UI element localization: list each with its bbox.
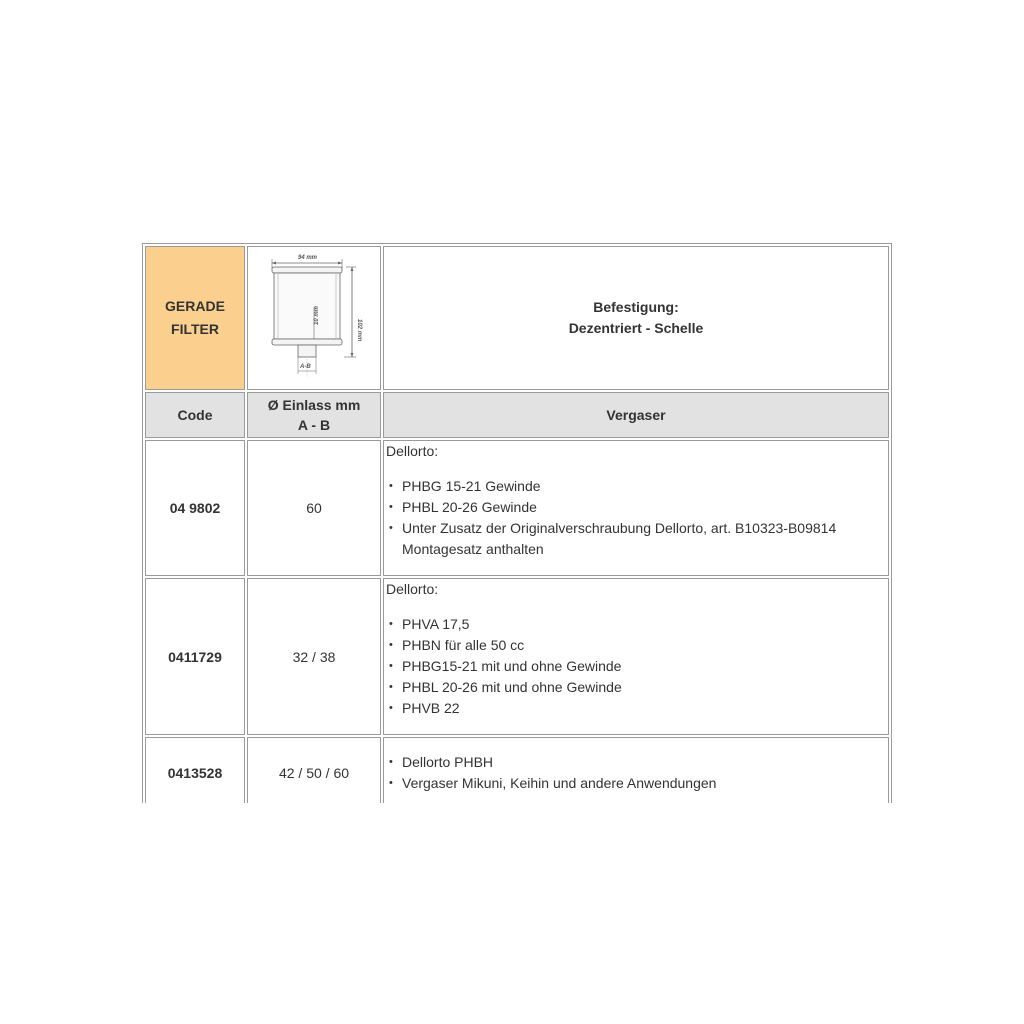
list-item: • PHBL 20-26 mit und ohne Gewinde bbox=[402, 677, 888, 698]
list-item: • PHBN für alle 50 cc bbox=[402, 635, 888, 656]
list-item: • PHBG 15-21 Gewinde bbox=[402, 476, 888, 497]
filter-diagram bbox=[248, 247, 382, 386]
row-inlet: 32 / 38 bbox=[247, 578, 381, 735]
list-item: • Vergaser Mikuni, Keihin und andere Anwendungen bbox=[402, 773, 888, 794]
header-inlet-line1: Ø Einlass mm bbox=[267, 397, 361, 413]
row-maker: Dellorto: bbox=[386, 443, 439, 459]
carburetor-list bbox=[386, 614, 888, 719]
list-item: • PHVA 17,5 bbox=[402, 614, 888, 635]
filter-diagram-cell bbox=[247, 246, 381, 390]
list-item: • Unter Zusatz der Originalverschraubung Dellorto, art. B10323-B09814 Montagesatz anthalten bbox=[402, 518, 888, 560]
filter-type-line2: FILTER bbox=[171, 321, 219, 337]
table-row bbox=[145, 737, 889, 803]
row-inlet: 60 bbox=[247, 440, 381, 576]
filter-type-cell bbox=[145, 246, 245, 390]
row-code: 0413528 bbox=[145, 737, 245, 803]
carburetor-list bbox=[386, 476, 888, 560]
mounting-label: Befestigung: bbox=[593, 299, 679, 315]
row-code: 04 9802 bbox=[145, 440, 245, 576]
diagram-inner-label: 10 mm bbox=[314, 305, 320, 325]
list-item: • PHVB 22 bbox=[402, 698, 888, 719]
list-item: • PHBG15-21 mit und ohne Gewinde bbox=[402, 656, 888, 677]
list-item: • Dellorto PHBH bbox=[402, 752, 888, 773]
row-carburetors bbox=[383, 440, 889, 576]
header-inlet bbox=[247, 392, 381, 438]
row-code: 0411729 bbox=[145, 578, 245, 735]
header-row bbox=[145, 392, 889, 438]
mounting-value: Dezentriert - Schelle bbox=[568, 320, 704, 336]
filter-spec-table bbox=[142, 243, 892, 803]
mounting-cell bbox=[383, 246, 889, 390]
header-code: Code bbox=[145, 392, 245, 438]
diagram-inlet-label: A-B bbox=[300, 364, 311, 370]
row-inlet: 42 / 50 / 60 bbox=[247, 737, 381, 803]
spec-table-container bbox=[142, 243, 892, 803]
filter-type-line1: GERADE bbox=[165, 298, 225, 314]
table-row bbox=[145, 578, 889, 735]
row-carburetors bbox=[383, 578, 889, 735]
table-row bbox=[145, 440, 889, 576]
list-item: • PHBL 20-26 Gewinde bbox=[402, 497, 888, 518]
header-carburetor: Vergaser bbox=[383, 392, 889, 438]
row-maker: Dellorto: bbox=[386, 581, 439, 597]
header-inlet-line2: A - B bbox=[297, 417, 331, 433]
product-row bbox=[145, 246, 889, 390]
diagram-height-label: 102 mm bbox=[356, 319, 362, 342]
carburetor-list bbox=[386, 752, 888, 794]
diagram-width-label: 94 mm bbox=[298, 255, 318, 261]
row-carburetors bbox=[383, 737, 889, 803]
